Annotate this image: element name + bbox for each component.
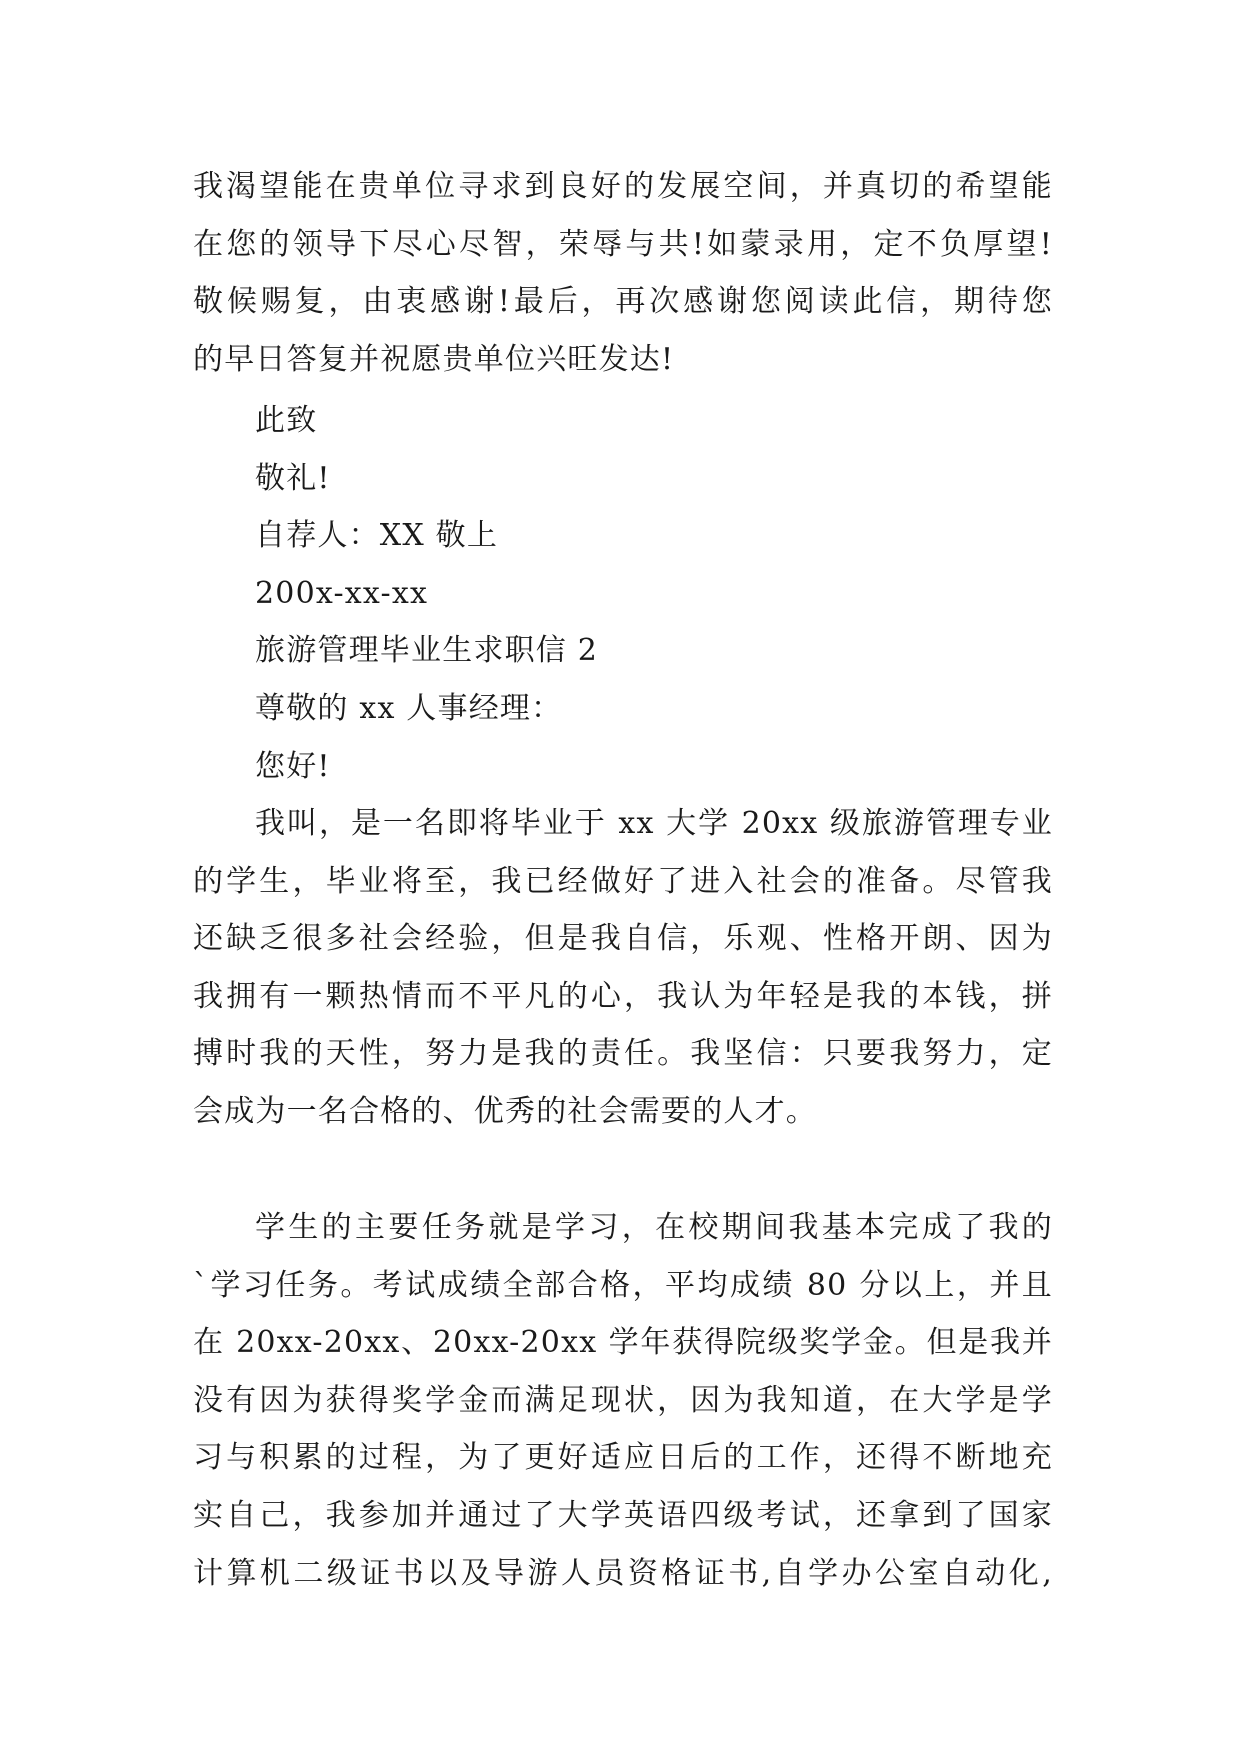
letter-date: 200x-xx-xx xyxy=(255,575,429,611)
salutation-cizhi: 此致 xyxy=(255,403,318,438)
text-line: 的早日答复并祝愿贵单位兴旺发达! xyxy=(193,341,675,377)
text-line: 计算机二级证书以及导游人员资格证书,自学办公室自动化, xyxy=(193,1555,1053,1591)
text-line: 搏时我的天性，努力是我的责任。我坚信：只要我努力，定 xyxy=(193,1036,1053,1072)
text-line: 在 20xx-20xx、20xx-20xx 学年获得院级奖学金。但是我并 xyxy=(193,1325,1053,1361)
letter-2-title: 旅游管理毕业生求职信 2 xyxy=(255,633,599,669)
text-line: 在您的领导下尽心尽智，荣辱与共!如蒙录用，定不负厚望! xyxy=(193,226,1053,262)
text-line: 敬候赐复，由衷感谢!最后，再次感谢您阅读此信，期待您 xyxy=(193,284,1053,320)
text-line: 还缺乏很多社会经验，但是我自信，乐观、性格开朗、因为 xyxy=(193,921,1053,957)
signature: 自荐人：XX 敬上 xyxy=(255,518,499,554)
text-line: 实自己，我参加并通过了大学英语四级考试，还拿到了国家 xyxy=(193,1497,1053,1533)
text-line: 没有因为获得奖学金而满足现状，因为我知道，在大学是学 xyxy=(193,1382,1053,1418)
letter-closing-and-header xyxy=(193,392,1053,795)
addressee: 尊敬的 xx 人事经理： xyxy=(255,690,563,726)
text-line: 我叫，是一名即将毕业于 xx 大学 20xx 级旅游管理专业 xyxy=(255,806,1053,841)
text-line: 会成为一名合格的、优秀的社会需要的人才。 xyxy=(193,1093,817,1129)
paragraph-introduction xyxy=(193,795,1053,1141)
text-line: 学生的主要任务就是学习，在校期间我基本完成了我的 xyxy=(255,1210,1053,1245)
greeting: 您好! xyxy=(255,748,331,784)
salutation-jingli: 敬礼! xyxy=(255,460,331,496)
text-line: 我渴望能在贵单位寻求到良好的发展空间，并真切的希望能 xyxy=(193,169,1053,204)
paragraph-closing-wishes xyxy=(193,158,1053,388)
text-line: 习与积累的过程，为了更好适应日后的工作，还得不断地充 xyxy=(193,1440,1053,1476)
text-line: `学习任务。考试成绩全部合格，平均成绩 80 分以上，并且 xyxy=(193,1267,1053,1303)
text-line: 我拥有一颗热情而不平凡的心，我认为年轻是我的本钱，拼 xyxy=(193,978,1053,1014)
paragraph-study xyxy=(193,1199,1053,1602)
text-line: 的学生，毕业将至，我已经做好了进入社会的准备。尽管我 xyxy=(193,863,1053,899)
